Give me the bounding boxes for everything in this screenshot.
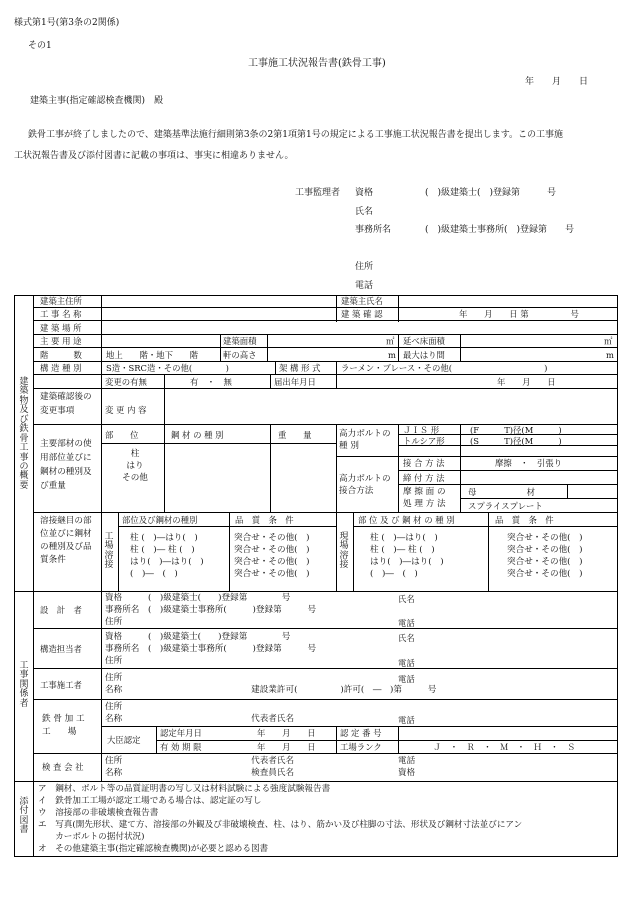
supervisor-address-label: 住所: [355, 262, 374, 272]
building-area-label: 建築面積: [223, 336, 257, 346]
fabricator-label: 鉄 骨 加 工 工 場: [42, 714, 85, 737]
section-label-parties: 工 事 関 係 者: [19, 661, 29, 709]
structural-name-label: 氏名: [398, 633, 415, 643]
factory-weld-label: 工 場 溶 接: [104, 532, 114, 571]
project-name-label: 工 事 名 称: [40, 309, 82, 319]
weld-col-quality-factory: 品 質 条 件: [235, 515, 294, 525]
supervisor-role: 工事監理者: [295, 188, 341, 198]
splice-plate-label: スプライスプレート: [468, 501, 543, 511]
attachment-item: エ 写真(開先形状、建て方、溶接部の外観及び非破壊検査、柱、はり、筋かい及び柱脚の寸法、形状及び鋼材寸法並びにアン: [38, 820, 523, 830]
supervisor-office-value: ( )級建築士事務所( )登録第 号: [425, 225, 575, 235]
change-heading: 建築確認後の変更事項: [40, 392, 92, 416]
attachment-item: カーボルトの据付状況): [38, 832, 145, 842]
tighten-method-label: 締 付 方 法: [403, 473, 445, 483]
site-weld-parts: 柱 ( )―はり( ) 柱 ( )― 柱 ( ) はり( )―はり( ) ( )― ( ): [370, 533, 444, 579]
factory-rank-value: Ｊ ・ Ｒ ・ Ｍ ・ Ｈ ・ Ｓ: [433, 742, 576, 752]
change-exists-label: 変更の有無: [105, 377, 147, 387]
floor-area-unit: ㎡: [604, 336, 613, 346]
structural-phone-label: 電話: [398, 658, 415, 668]
factory-rank-label: 工場ランク: [340, 742, 382, 752]
owner-address-label: 建築主住所: [40, 296, 82, 306]
supervisor-qualification-label: 資格: [355, 188, 374, 198]
contractor-details: 住所 名称 建設業許可( )許可( ― )第 号: [105, 673, 437, 695]
factory-weld-parts: 柱 ( )―はり( ) 柱 ( )― 柱 ( ) はり( )―はり( ) ( )― ( ): [130, 533, 204, 579]
weld-heading: 溶接継目の部位並びに鋼材の種別及び品質条件: [40, 516, 92, 565]
confirmation-value: 年 月 日 第 号: [459, 309, 579, 319]
eave-height-unit: m: [388, 350, 396, 360]
base-material-label: 母 材: [468, 487, 535, 497]
designer-label: 設 計 者: [40, 605, 82, 615]
jis-label: ＪＩＳ 形: [403, 425, 440, 435]
friction-label: 摩 擦 面 の 処 理 方 法: [403, 487, 446, 509]
owner-name-label: 建築主氏名: [341, 296, 383, 306]
body-text-line-2: 工状況報告書及び添付図書に記載の事項は、事実に相違ありません。: [14, 151, 294, 161]
body-text-line-1: 鉄骨工事が終了しましたので、建築基準法施行細則第3条の2第1項第1号の規定による工事施工状況報告書を提出します。この工事施: [28, 130, 564, 140]
floor-area-label: 延べ床面積: [403, 336, 445, 346]
expiry-label: 有 効 期 限: [160, 742, 202, 752]
divider: [14, 781, 618, 782]
weld-col-quality-site: 品 質 条 件: [495, 515, 554, 525]
expiry-value: 年 月 日: [257, 742, 316, 752]
change-date-label: 届出年月日: [274, 377, 316, 387]
structure-type-value: S造・SRC造・その他( ): [106, 363, 229, 373]
frame-type-label: 架 構 形 式: [279, 363, 321, 373]
torsia-label: トルシア形: [403, 436, 445, 446]
cert-date-label: 認定年月日: [160, 728, 202, 738]
weld-col-part-site: 部 位 及 び 鋼 材 の 種 別: [358, 515, 455, 525]
contractor-phone-label: 電話: [398, 674, 415, 684]
joint-method-label: 接 合 方 法: [403, 458, 445, 468]
addressee: 建築主事(指定確認検査機関) 殿: [30, 96, 164, 106]
change-date-value: 年 月 日: [497, 377, 556, 387]
change-content-label: 変 更 内 容: [105, 405, 147, 415]
fabricator-phone-label: 電話: [398, 715, 415, 725]
designer-name-label: 氏名: [398, 594, 415, 604]
submission-date: 年 月 日: [525, 77, 589, 87]
site-label: 建 築 場 所: [40, 323, 82, 333]
document-title: 工事施工状況報告書(鉄骨工事): [248, 58, 386, 69]
section-column-line: [33, 295, 34, 857]
cert-date-value: 年 月 日: [257, 728, 316, 738]
supervisor-office-label: 事務所名: [355, 225, 392, 235]
fabricator-details: 住所 名称 代表者氏名: [105, 702, 295, 724]
supervisor-name-label: 氏名: [355, 207, 374, 217]
attachment-item: ウ 溶接部の非破壊検査報告書: [38, 808, 159, 818]
col-steel-type: 鋼 材 の 種 別: [171, 430, 224, 440]
attachment-item: イ 鉄骨加工工場が認定工場である場合は、認定証の写し: [38, 796, 262, 806]
designer-phone-label: 電話: [398, 618, 415, 628]
confirmation-label: 建 築 確 認: [341, 309, 383, 319]
floors-value: 地上 階・地下 階: [106, 350, 199, 360]
supervisor-qualification-value: ( )級建築士( )登録第 号: [425, 188, 557, 198]
weld-col-part-factory: 部位及び鋼材の種別: [122, 515, 198, 525]
site-weld-quality: 突合せ・その他( ) 突合せ・その他( ) 突合せ・その他( ) 突合せ・その他( ): [507, 533, 583, 579]
max-span-unit: m: [606, 350, 614, 360]
bolt-type-label: 高力ボルトの 種 別: [339, 429, 391, 451]
designer-details: 資格 ( )級建築士( )登録第 号 事務所名 ( )級建築士事務所( )登録第 号 住所: [105, 593, 317, 627]
attachment-item: オ その他建築主事(指定確認検査機関)が必要と認める図書: [38, 844, 269, 854]
form-number: 様式第1号(第3条の2関係): [14, 18, 120, 28]
structural-details: 資格 ( )級建築士( )登録第 号 事務所名 ( )級建築士事務所( )登録第 号 住所: [105, 632, 317, 666]
attachment-item: ア 鋼材、ボルト等の品質証明書の写し又は材料試験による強度試験報告書: [38, 784, 331, 794]
building-area-unit: ㎡: [386, 336, 395, 346]
factory-weld-quality: 突合せ・その他( ) 突合せ・その他( ) 突合せ・その他( ) 突合せ・その他( ): [234, 533, 310, 579]
cert-number-label: 認 定 番 号: [340, 728, 382, 738]
minister-cert-label: 大臣認定: [107, 735, 141, 745]
bolt-method-label: 高力ボルトの接合方法: [339, 474, 391, 496]
site-weld-label: 現 場 溶 接: [339, 532, 349, 571]
col-part: 部 位: [105, 430, 139, 440]
max-span-label: 最大はり間: [403, 350, 445, 360]
jis-value: (F T)径(M ): [470, 425, 562, 435]
member-parts: 柱 はり その他: [122, 449, 148, 483]
contractor-label: 工事施工者: [40, 680, 82, 690]
eave-height-label: 軒の高さ: [223, 350, 257, 360]
inspector-label: 検 査 会 社: [42, 762, 84, 772]
part-label: その1: [28, 41, 52, 51]
inspector-details: 住所 代表者氏名 名称 検査員氏名: [105, 756, 295, 778]
floors-label: 階 数: [40, 350, 82, 360]
change-options: 有 ・ 無: [190, 377, 232, 387]
structure-type-label: 構 造 種 別: [40, 363, 82, 373]
frame-type-value: ラーメン・ブレース・その他( ): [341, 363, 548, 373]
use-label: 主 要 用 途: [40, 336, 82, 346]
member-heading: 主要部材の使用部位並びに鋼材の種別及び重量: [40, 439, 92, 491]
structural-label: 構造担当者: [40, 644, 82, 654]
section-label-overview: 建 築 物 及 び 鉄 骨 工 事 の 概 要: [19, 377, 29, 491]
torsia-value: (S T)径(M ): [470, 436, 562, 446]
section-label-attachments: 添 付 図 書: [19, 797, 29, 836]
col-weight: 重 量: [278, 430, 312, 440]
inspector-right-details: 電話 資格: [398, 756, 416, 778]
supervisor-phone-label: 電話: [355, 281, 374, 291]
attachment-list: [38, 783, 522, 855]
joint-method-value: 摩擦 ・ 引張り: [495, 458, 562, 468]
